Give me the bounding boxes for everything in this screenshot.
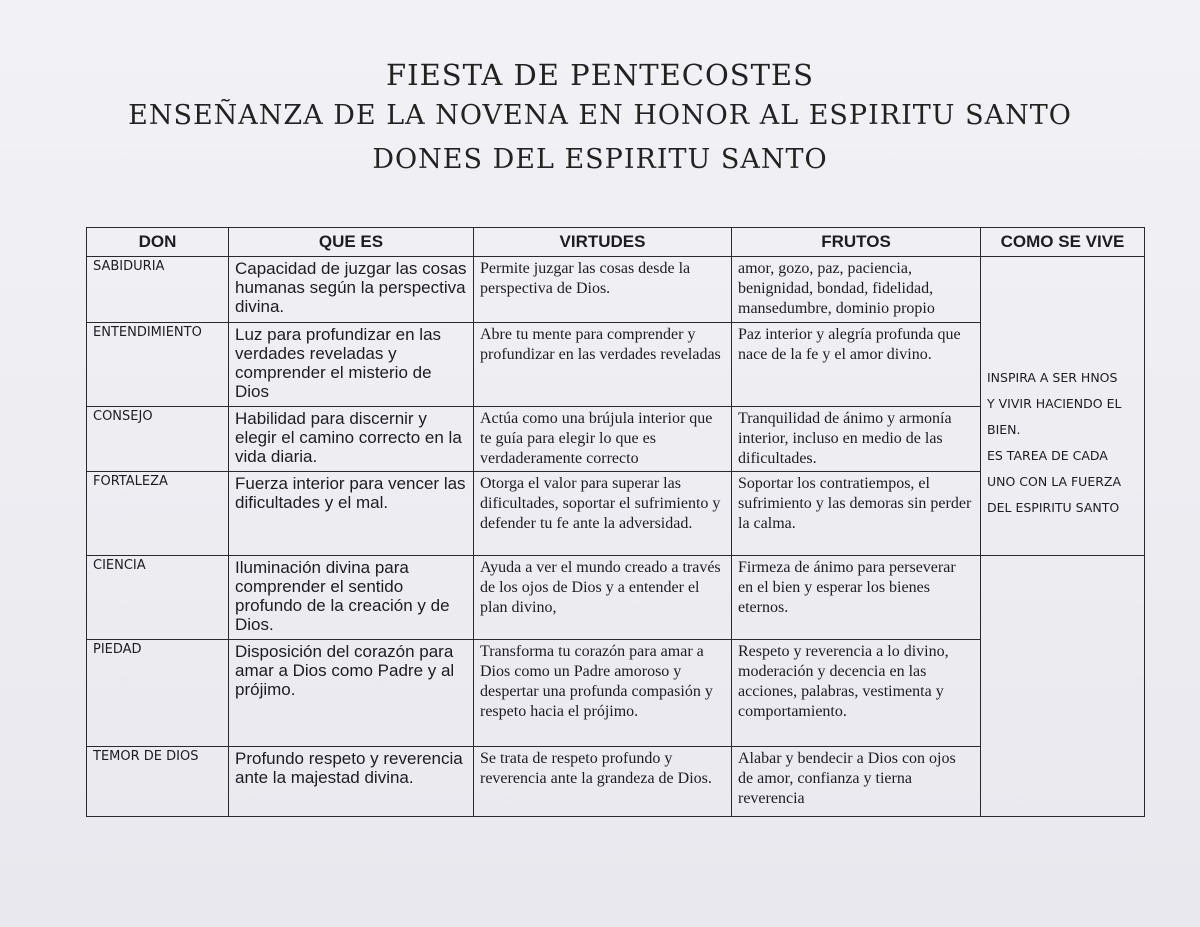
section-title: DONES DEL ESPIRITU SANTO — [372, 144, 828, 175]
que-es-cell: Iluminación divina para comprender el sentido profundo de la creación y de Dios. — [229, 556, 474, 640]
frutos-cell: Tranquilidad de ánimo y armonía interior, incluso en medio de las dificultades. — [732, 407, 981, 472]
como-se-vive-cell — [981, 257, 1145, 556]
header-don: DON — [87, 228, 229, 257]
header-frutos: FRUTOS — [732, 228, 981, 257]
virtudes-cell: Actúa como una brújula interior que te guía para elegir lo que es verdaderamente correcto — [474, 407, 732, 472]
virtudes-cell: Permite juzgar las cosas desde la perspectiva de Dios. — [474, 257, 732, 323]
don-cell: SABIDURIA — [87, 257, 229, 323]
como-se-vive-line: DEL ESPIRITU SANTO — [987, 500, 1120, 515]
virtudes-cell: Se trata de respeto profundo y reverencia ante la grandeza de Dios. — [474, 747, 732, 817]
como-se-vive-line: BIEN. — [987, 422, 1021, 437]
virtudes-cell: Transforma tu corazón para amar a Dios como un Padre amoroso y despertar una profunda compasión y respeto hacia el prójimo. — [474, 640, 732, 747]
document-title: FIESTA DE PENTECOSTES — [386, 58, 814, 92]
don-cell: CONSEJO — [87, 407, 229, 472]
header-virtudes: VIRTUDES — [474, 228, 732, 257]
que-es-cell: Fuerza interior para vencer las dificultades y el mal. — [229, 472, 474, 556]
que-es-cell: Luz para profundizar en las verdades reveladas y comprender el misterio de Dios — [229, 323, 474, 407]
que-es-cell: Disposición del corazón para amar a Dios como Padre y al prójimo. — [229, 640, 474, 747]
que-es-cell: Capacidad de juzgar las cosas humanas según la perspectiva divina. — [229, 257, 474, 323]
don-cell: PIEDAD — [87, 640, 229, 747]
como-se-vive-line: ES TAREA DE CADA — [987, 448, 1108, 463]
virtudes-cell: Otorga el valor para superar las dificultades, soportar el sufrimiento y defender tu fe ante la adversidad. — [474, 472, 732, 556]
como-se-vive-line: INSPIRA A SER HNOS — [987, 370, 1118, 385]
document-subtitle: ENSEÑANZA DE LA NOVENA EN HONOR AL ESPIRITU SANTO — [128, 100, 1072, 131]
virtudes-cell: Abre tu mente para comprender y profundizar en las verdades reveladas — [474, 323, 732, 407]
table-row — [87, 556, 1145, 640]
que-es-cell: Profundo respeto y reverencia ante la majestad divina. — [229, 747, 474, 817]
don-cell: ENTENDIMIENTO — [87, 323, 229, 407]
header-que-es: QUE ES — [229, 228, 474, 257]
frutos-cell: Firmeza de ánimo para perseverar en el bien y esperar los bienes eternos. — [732, 556, 981, 640]
frutos-cell: Alabar y bendecir a Dios con ojos de amor, confianza y tierna reverencia — [732, 747, 981, 817]
frutos-cell: amor, gozo, paz, paciencia, benignidad, bondad, fidelidad, mansedumbre, dominio propio — [732, 257, 981, 323]
don-cell: CIENCIA — [87, 556, 229, 640]
virtudes-cell: Ayuda a ver el mundo creado a través de los ojos de Dios y a entender el plan divino, — [474, 556, 732, 640]
header-como-se-vive: COMO SE VIVE — [981, 228, 1145, 257]
frutos-cell: Paz interior y alegría profunda que nace de la fe y el amor divino. — [732, 323, 981, 407]
don-cell: TEMOR DE DIOS — [87, 747, 229, 817]
frutos-cell: Respeto y reverencia a lo divino, moderación y decencia en las acciones, palabras, vestimenta y comportamiento. — [732, 640, 981, 747]
como-se-vive-cell-empty — [981, 556, 1145, 817]
table-header-row — [87, 228, 1145, 257]
gifts-table — [86, 227, 1145, 817]
como-se-vive-line: Y VIVIR HACIENDO EL — [987, 396, 1122, 411]
table-row — [87, 257, 1145, 323]
frutos-cell: Soportar los contratiempos, el sufrimiento y las demoras sin perder la calma. — [732, 472, 981, 556]
como-se-vive-line: UNO CON LA FUERZA — [987, 474, 1122, 489]
que-es-cell: Habilidad para discernir y elegir el camino correcto en la vida diaria. — [229, 407, 474, 472]
don-cell: FORTALEZA — [87, 472, 229, 556]
